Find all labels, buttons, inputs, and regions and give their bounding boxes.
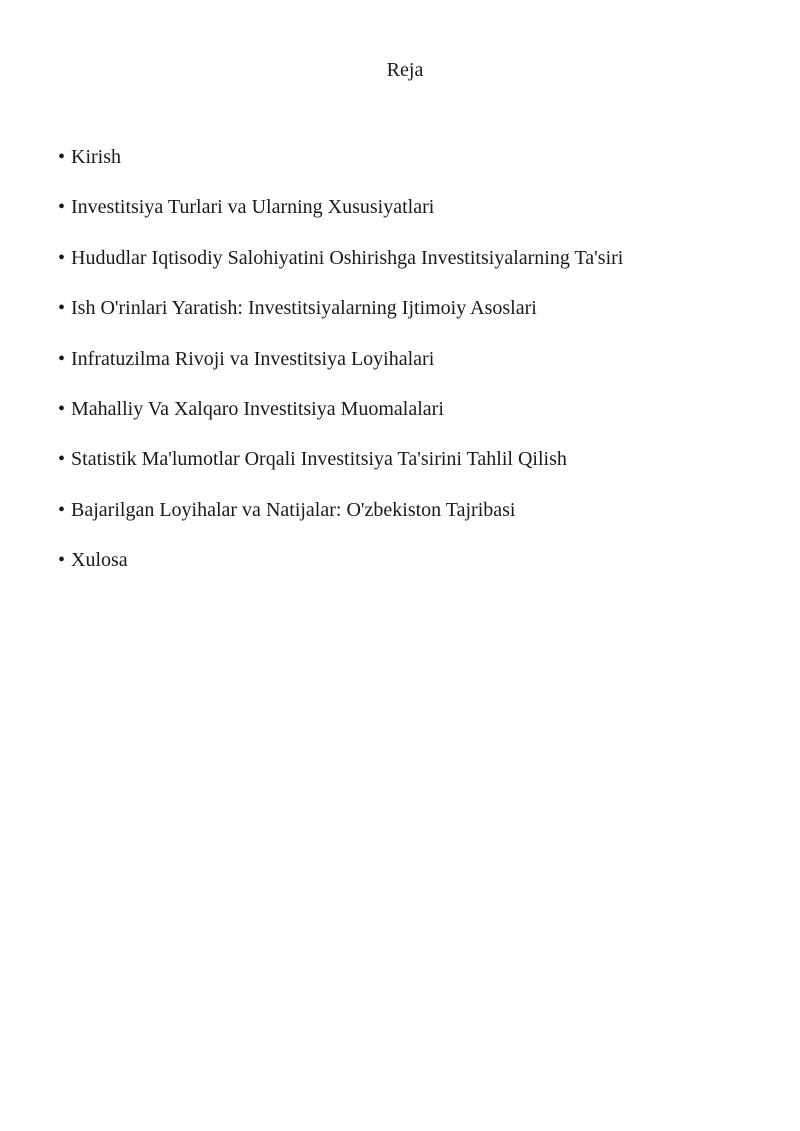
bullet-icon: • <box>58 146 66 168</box>
bullet-icon: • <box>58 448 66 471</box>
list-item <box>58 396 623 422</box>
list-item-text: Mahalliy Va Xalqaro Investitsiya Muomalalari <box>71 397 444 420</box>
page-title: Reja <box>386 59 424 81</box>
bullet-icon: • <box>58 246 66 269</box>
bullet-icon: • <box>58 498 66 521</box>
list-item-text: Xulosa <box>71 549 128 572</box>
list-item-text: Infratuzilma Rivoji va Investitsiya Loyihalari <box>71 347 435 370</box>
bullet-icon: • <box>58 297 66 320</box>
list-item <box>58 547 623 573</box>
list-item <box>58 346 623 372</box>
list-item-text: Hududlar Iqtisodiy Salohiyatini Oshirishga Investitsiyalarning Ta'siri <box>71 246 624 269</box>
bullet-icon: • <box>58 347 66 370</box>
list-item <box>58 194 623 220</box>
list-item-text: Investitsiya Turlari va Ularning Xususiyatlari <box>71 196 435 219</box>
bullet-icon: • <box>58 397 66 420</box>
bullet-icon: • <box>58 549 66 572</box>
list-item <box>58 144 623 170</box>
list-item-text: Ish O'rinlari Yaratish: Investitsiyalarning Ijtimoiy Asoslari <box>71 297 537 320</box>
list-item-text: Bajarilgan Loyihalar va Natijalar: O'zbekiston Tajribasi <box>71 498 516 521</box>
list-item <box>58 446 623 472</box>
list-item <box>58 245 623 271</box>
list-item-text: Kirish <box>71 146 122 168</box>
list-item-text: Statistik Ma'lumotlar Orqali Investitsiya Ta'sirini Tahlil Qilish <box>71 448 567 471</box>
list-item <box>58 295 623 321</box>
list-item <box>58 497 623 523</box>
plan-list <box>58 144 623 598</box>
bullet-icon: • <box>58 196 66 219</box>
